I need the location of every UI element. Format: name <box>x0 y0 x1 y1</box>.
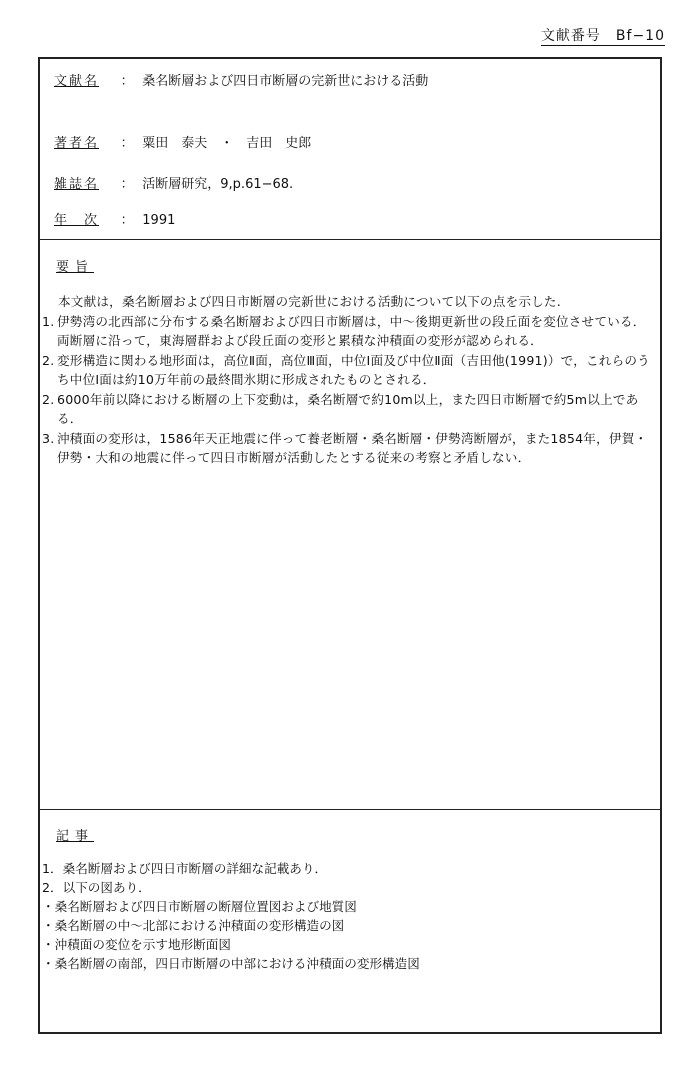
document-number: 文献番号 Bf−10 <box>540 28 665 44</box>
authors-colon: ： <box>120 136 134 151</box>
title-colon: ： <box>120 74 134 89</box>
summary-item <box>42 351 652 390</box>
divider-summary <box>40 239 660 240</box>
notes-line: ・桑名断層の中〜北部における沖積面の変形構造の図 <box>42 918 345 933</box>
journal-label: 雑誌名 <box>54 177 100 192</box>
summary-item-text: 沖積面の変形は，1586年天正地震に伴って養老断層・桑名断層・伊勢湾断層が，また1854年，伊賀・伊勢・大和の地震に伴って四日市断層が活動したとする従来の考察と矛盾しない． <box>57 430 648 465</box>
summary-item-number: 1. <box>42 313 55 329</box>
document-frame <box>38 57 662 1034</box>
summary-item <box>42 429 652 468</box>
summary-item <box>42 312 652 351</box>
summary-item-text: 伊勢湾の北西部に分布する桑名断層および四日市断層は，中〜後期更新世の段丘面を変位させている．両断層に沿って，東海層群および段丘面の変形と累積な沖積面の変形が認められる． <box>57 313 646 348</box>
authors-row <box>54 135 311 153</box>
notes-line: 1．桑名断層および四日市断層の詳細な記載あり． <box>42 861 328 876</box>
summary-item-text: 変形構造に関わる地形面は，高位Ⅱ面，高位Ⅲ面，中位Ⅰ面及び中位Ⅱ面（吉田他(1991)）で，これらのうち中位Ⅰ面は約10万年前の最終間氷期に形成されたものとされる． <box>57 352 650 387</box>
year-label: 年 次 <box>54 213 100 228</box>
title-value: 桑名断層および四日市断層の完新世における活動 <box>142 74 429 89</box>
notes-line: ・桑名断層および四日市断層の断層位置図および地質図 <box>42 899 357 914</box>
notes-line: ・沖積面の変位を示す地形断面図 <box>42 937 231 952</box>
summary-item-text: 6000年前以降における断層の上下変動は，桑名断層で約10m以上，また四日市断層で約5m以上である． <box>57 391 639 426</box>
notes-heading: 記事 <box>56 829 95 844</box>
notes-line: ・桑名断層の南部，四日市断層の中部における沖積面の変形構造図 <box>42 956 420 971</box>
divider-notes <box>40 809 660 810</box>
authors-label: 著者名 <box>54 136 100 151</box>
summary-body <box>42 292 652 468</box>
title-label: 文献名 <box>54 74 100 89</box>
notes-line: 2．以下の図あり． <box>42 880 151 895</box>
summary-intro: 本文献は，桑名断層および四日市断層の完新世における活動について以下の点を示した. <box>58 294 561 309</box>
journal-row <box>54 176 293 194</box>
title-row <box>54 73 428 91</box>
summary-item <box>42 390 652 429</box>
year-row <box>54 212 175 230</box>
year-colon: ： <box>120 213 134 228</box>
summary-item-number: 2. <box>42 391 55 407</box>
journal-value: 活断層研究，9,p.61−68. <box>142 177 294 192</box>
summary-item-number: 3. <box>42 430 55 446</box>
summary-item-number: 2. <box>42 352 55 368</box>
journal-colon: ： <box>120 177 134 192</box>
summary-heading: 要旨 <box>56 260 95 275</box>
authors-value: 粟田 泰夫 ・ 吉田 史郎 <box>142 136 312 151</box>
year-value: 1991 <box>142 213 176 228</box>
notes-body <box>42 859 652 973</box>
